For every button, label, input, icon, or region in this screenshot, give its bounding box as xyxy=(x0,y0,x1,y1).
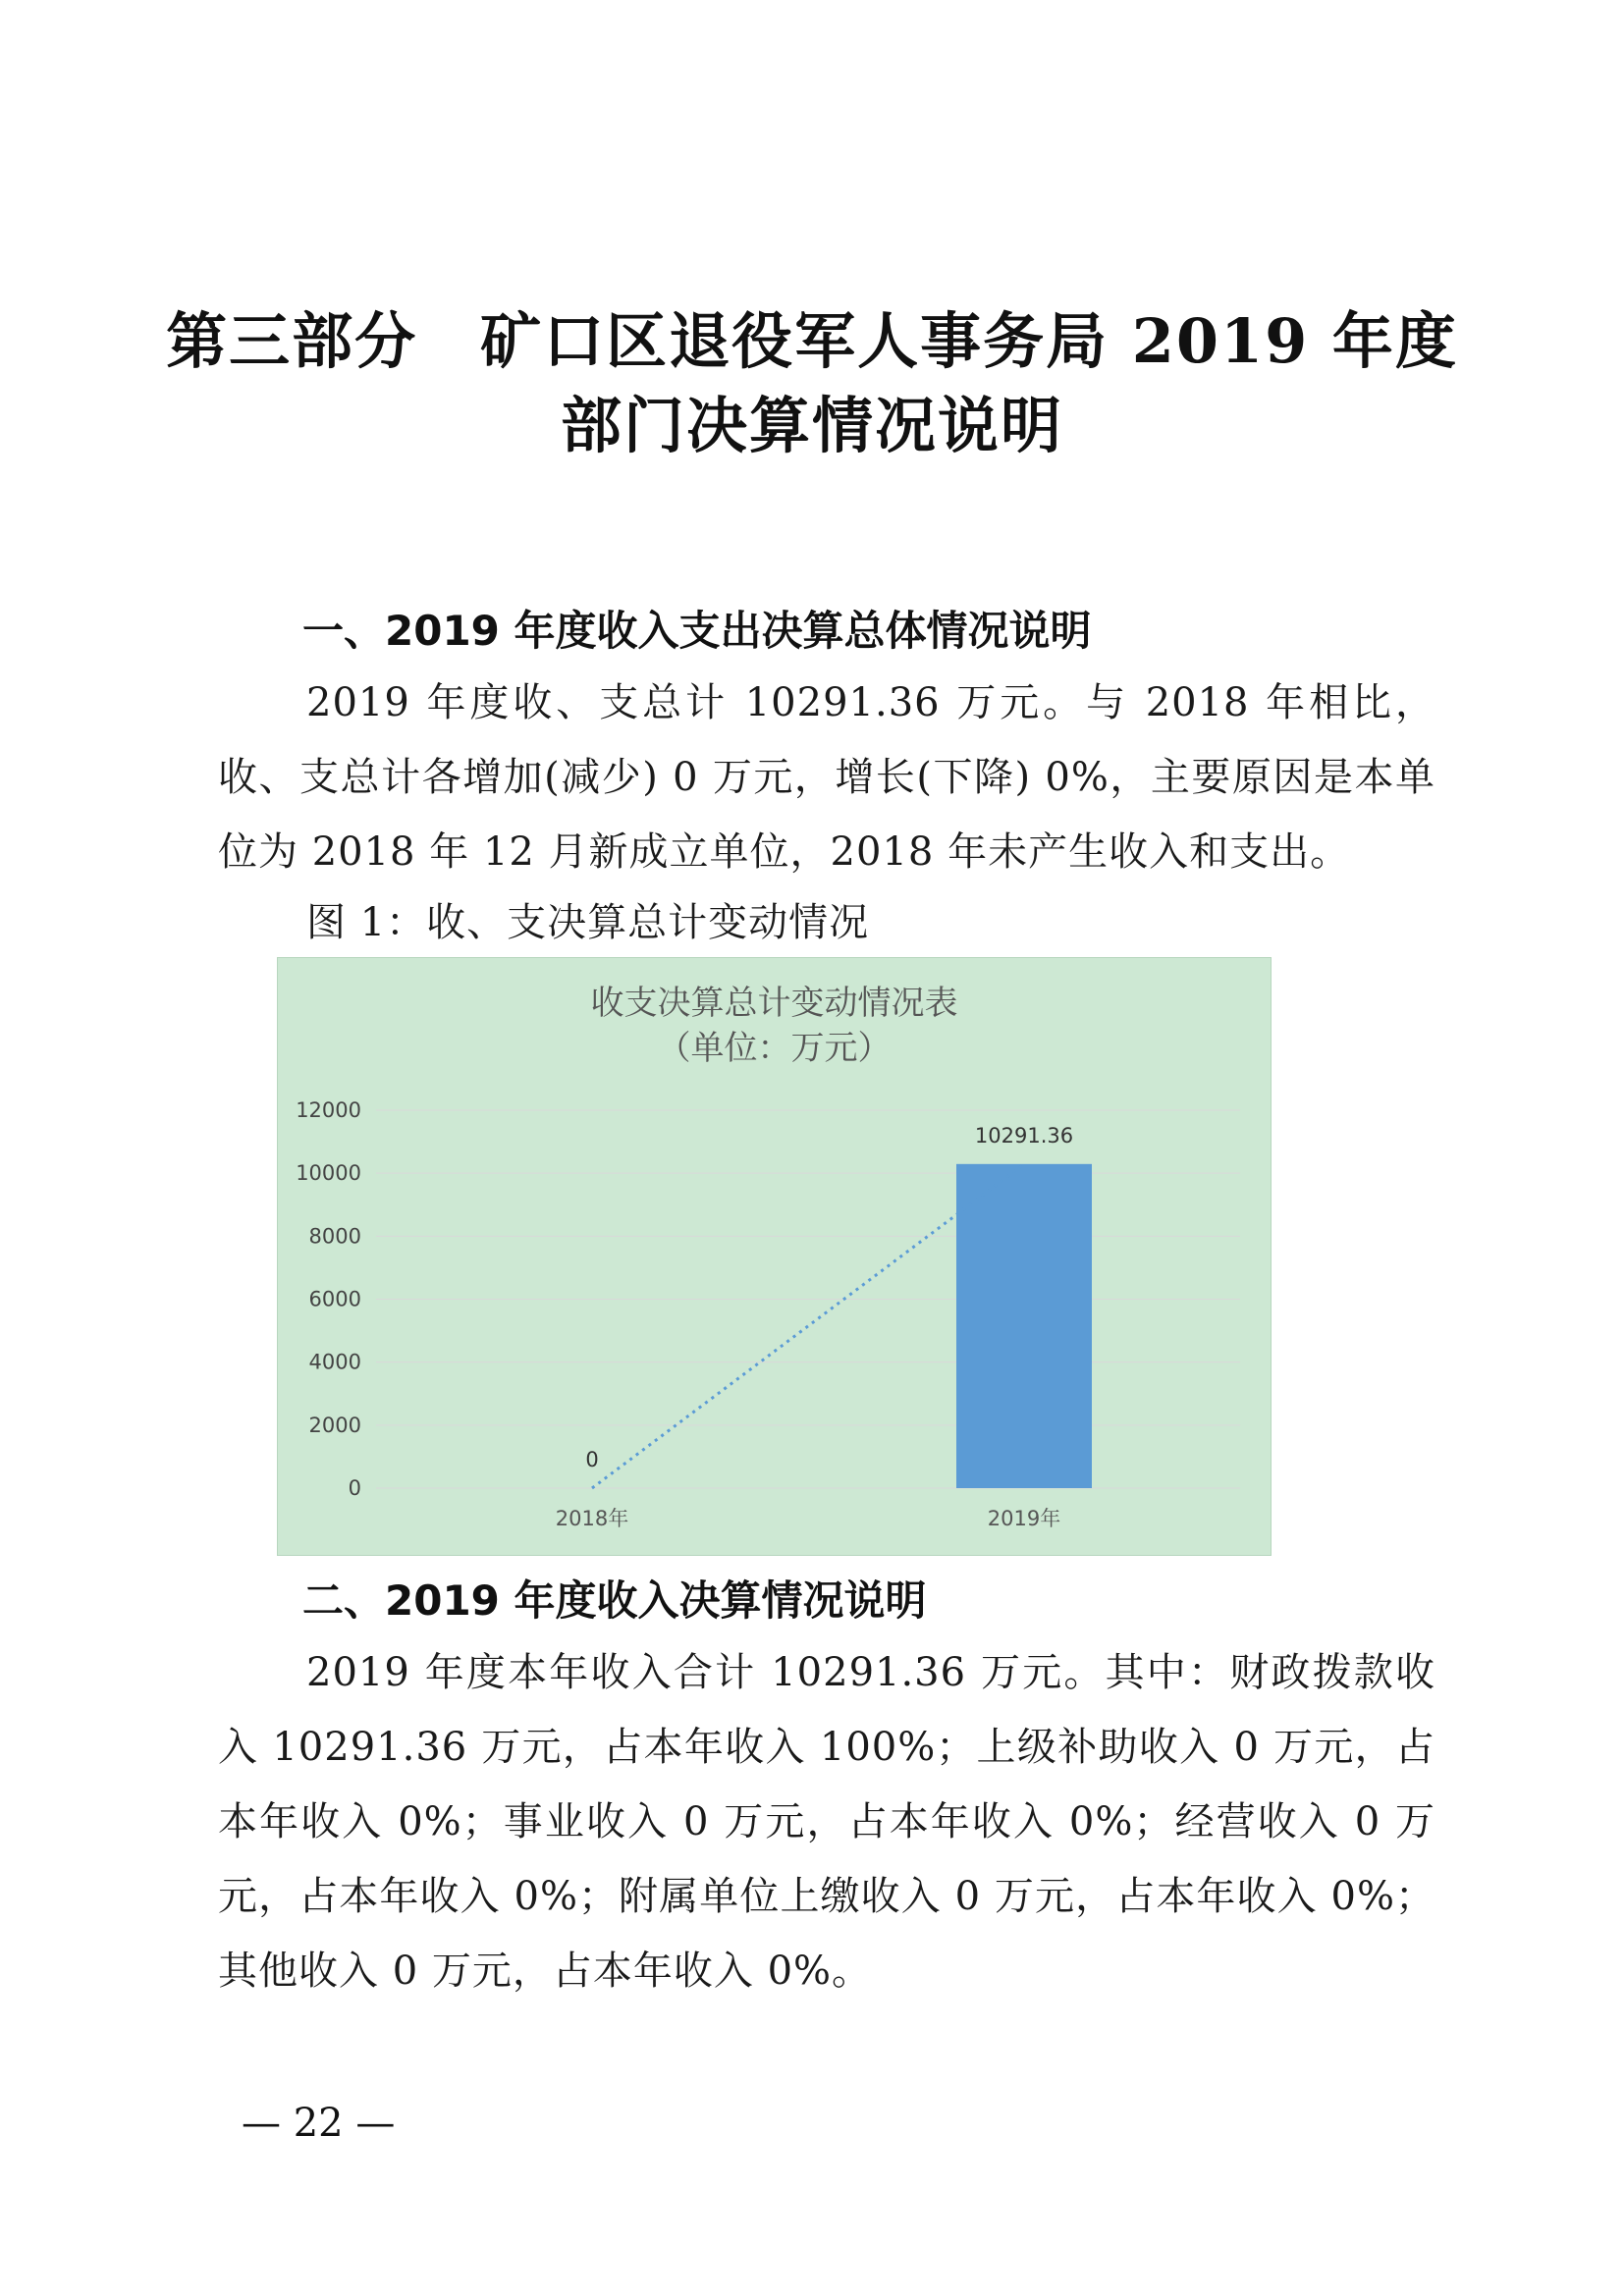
y-tick-label: 8000 xyxy=(308,1224,361,1249)
chart-subtitle: （单位：万元） xyxy=(657,1029,892,1068)
document-title-line1: 第三部分 矿口区退役军人事务局 2019 年度 xyxy=(166,305,1458,377)
section2-heading: 二、2019 年度收入决算情况说明 xyxy=(302,1576,927,1625)
section1-heading: 一、2019 年度收入支出决算总体情况说明 xyxy=(302,607,1092,655)
chart-plot xyxy=(278,958,1271,1555)
section2-paragraph: 2019 年度本年收入合计 10291.36 万元。其中：财政拨款收入 10291.36 万元，占本年收入 100%；上级补助收入 0 万元，占本年收入 0%；事业收入 0 万元，占本年收入 0%；经营收入 0 万元，占本年收入 0%；附属单位上缴收入 0 万元，占本年收入 0%；其他收入 0 万元，占本年收入 0%。 xyxy=(218,1650,1435,1994)
bar xyxy=(956,1164,1092,1488)
chart-title: 收支决算总计变动情况表 xyxy=(590,984,958,1023)
y-tick-label: 0 xyxy=(348,1476,361,1500)
y-tick-label: 6000 xyxy=(308,1287,361,1311)
data-label: 0 xyxy=(585,1448,599,1471)
x-tick-label: 2018年 xyxy=(555,1507,629,1530)
section1-paragraph: 2019 年度收、支总计 10291.36 万元。与 2018 年相比，收、支总计各增加(减少) 0 万元，增长(下降) 0%，主要原因是本单位为 2018 年 12 月新成立单位，2018 年未产生收入和支出。 xyxy=(218,680,1435,875)
y-tick-label: 2000 xyxy=(308,1413,361,1437)
data-label: 10291.36 xyxy=(974,1123,1074,1148)
x-tick-label: 2019年 xyxy=(987,1507,1061,1530)
page-number: — 22 — xyxy=(242,2101,396,2146)
chart-container xyxy=(277,957,1272,1556)
y-tick-label: 10000 xyxy=(296,1161,361,1186)
y-tick-label: 4000 xyxy=(308,1350,361,1374)
figure-caption: 图 1：收、支决算总计变动情况 xyxy=(306,900,870,945)
document-title-line2: 部门决算情况说明 xyxy=(560,390,1063,461)
y-tick-label: 12000 xyxy=(296,1098,361,1122)
